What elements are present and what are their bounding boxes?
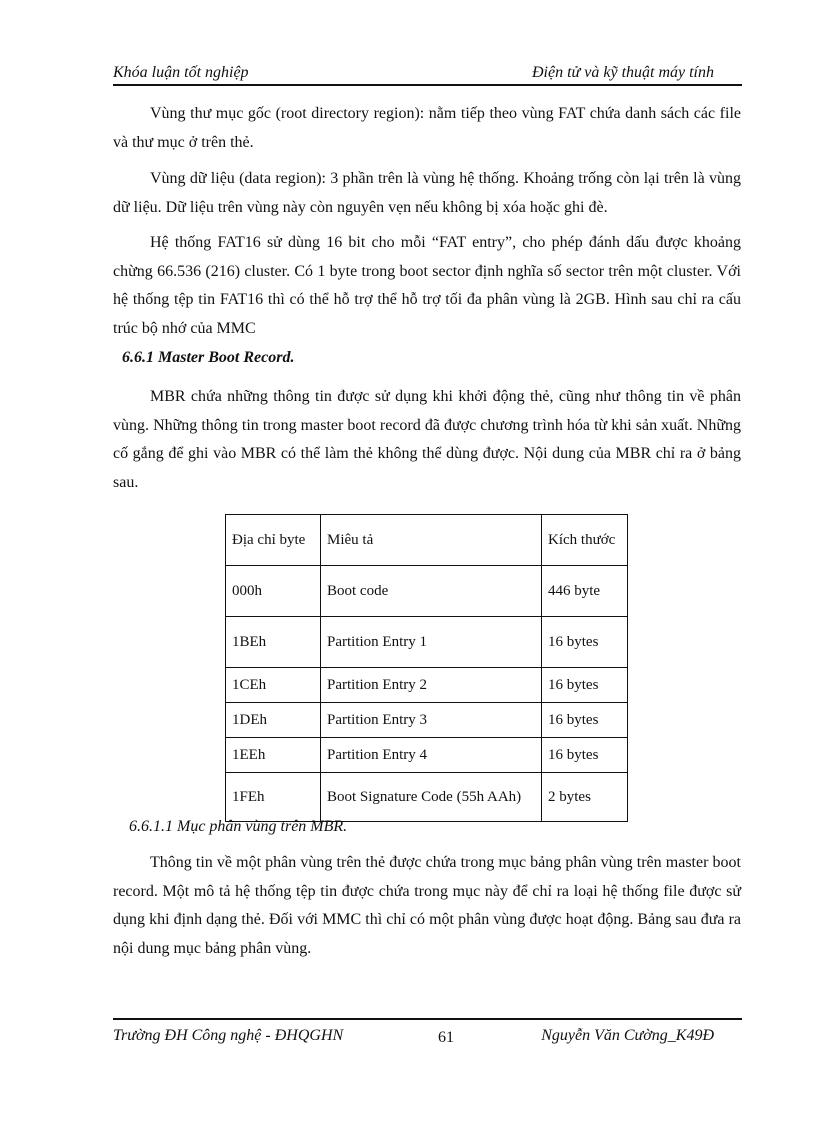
table-cell: 16 bytes [542,617,628,668]
page-footer [113,1018,742,1050]
table-cell: Boot Signature Code (55h AAh) [321,773,542,822]
mbr-table [225,514,628,822]
table-cell: Partition Entry 1 [321,617,542,668]
table-header-cell: Miêu tả [321,515,542,566]
table-row [226,566,628,617]
table-cell: 1BEh [226,617,321,668]
table-cell: 16 bytes [542,668,628,703]
table-cell: 000h [226,566,321,617]
subsection-heading-partition: 6.6.1.1 Mục phân vùng trên MBR. [129,818,348,835]
paragraph-fat16: Hệ thống FAT16 sử dùng 16 bit cho mỗi “FAT entry”, cho phép đánh dấu được khoảng chừng 66.536 (216) cluster. Có 1 byte trong boot sector định nghĩa số sector trên một cluster. Với hệ thống tệp tin FAT16 thì có thể hỗ trợ thể hỗ trợ tối đa phân vùng là 2GB. Hình sau chỉ ra cấu trúc bộ nhớ của MMC [113,234,741,337]
table-row [226,738,628,773]
table-cell: 1EEh [226,738,321,773]
page-number: 61 [438,1029,454,1046]
table-row [226,668,628,703]
header-right: Điện tử và kỹ thuật máy tính [531,64,714,81]
table-row [226,703,628,738]
table-cell: 16 bytes [542,738,628,773]
paragraph-root-directory: Vùng thư mục gốc (root directory region): nằm tiếp theo vùng FAT chứa danh sách các file và thư mục ở trên thẻ. [113,105,741,151]
table-cell: 16 bytes [542,703,628,738]
page-header [113,58,742,86]
table-cell: 446 byte [542,566,628,617]
table-cell: 1CEh [226,668,321,703]
table-cell: Partition Entry 4 [321,738,542,773]
table-cell: Boot code [321,566,542,617]
footer-left: Trường ĐH Công nghệ - ĐHQGHN [113,1027,344,1044]
paragraph-partition: Thông tin về một phân vùng trên thẻ được chứa trong mục bảng phân vùng trên master boot record. Một mô tả hệ thống tệp tin được chứa trong mục này để chỉ ra loại hệ thống file được sử dụng khi định dạng thẻ. Đối với MMC thì chỉ có một phân vùng được hoạt động. Bảng sau đưa ra nội dung mục bảng phân vùng. [113,854,741,957]
paragraph-data-region: Vùng dữ liệu (data region): 3 phần trên là vùng hệ thống. Khoảng trống còn lại trên là vùng dữ liệu. Dữ liệu trên vùng này còn nguyên vẹn nếu không bị xóa hoặc ghi đè. [113,170,741,216]
table-header-cell: Địa chỉ byte [226,515,321,566]
header-left: Khóa luận tốt nghiệp [113,64,249,81]
table-cell: 1FEh [226,773,321,822]
paragraph-mbr: MBR chứa những thông tin được sử dụng khi khởi động thẻ, cũng như thông tin về phân vùng. Những thông tin trong master boot record đã được chương trình hóa từ khi sản xuất. Những cố gắng để ghi vào MBR có thể làm thẻ không thể dùng được. Nội dung của MBR chỉ ra ở bảng sau. [113,388,741,491]
section-heading-mbr: 6.6.1 Master Boot Record. [122,349,295,366]
table-cell: 1DEh [226,703,321,738]
table-header-cell: Kích thước [542,515,628,566]
table-cell: Partition Entry 2 [321,668,542,703]
table-cell: Partition Entry 3 [321,703,542,738]
table-row [226,617,628,668]
table-cell: 2 bytes [542,773,628,822]
footer-right: Nguyễn Văn Cường_K49Đ [541,1027,714,1044]
table-header-row [226,515,628,566]
table-row [226,773,628,822]
